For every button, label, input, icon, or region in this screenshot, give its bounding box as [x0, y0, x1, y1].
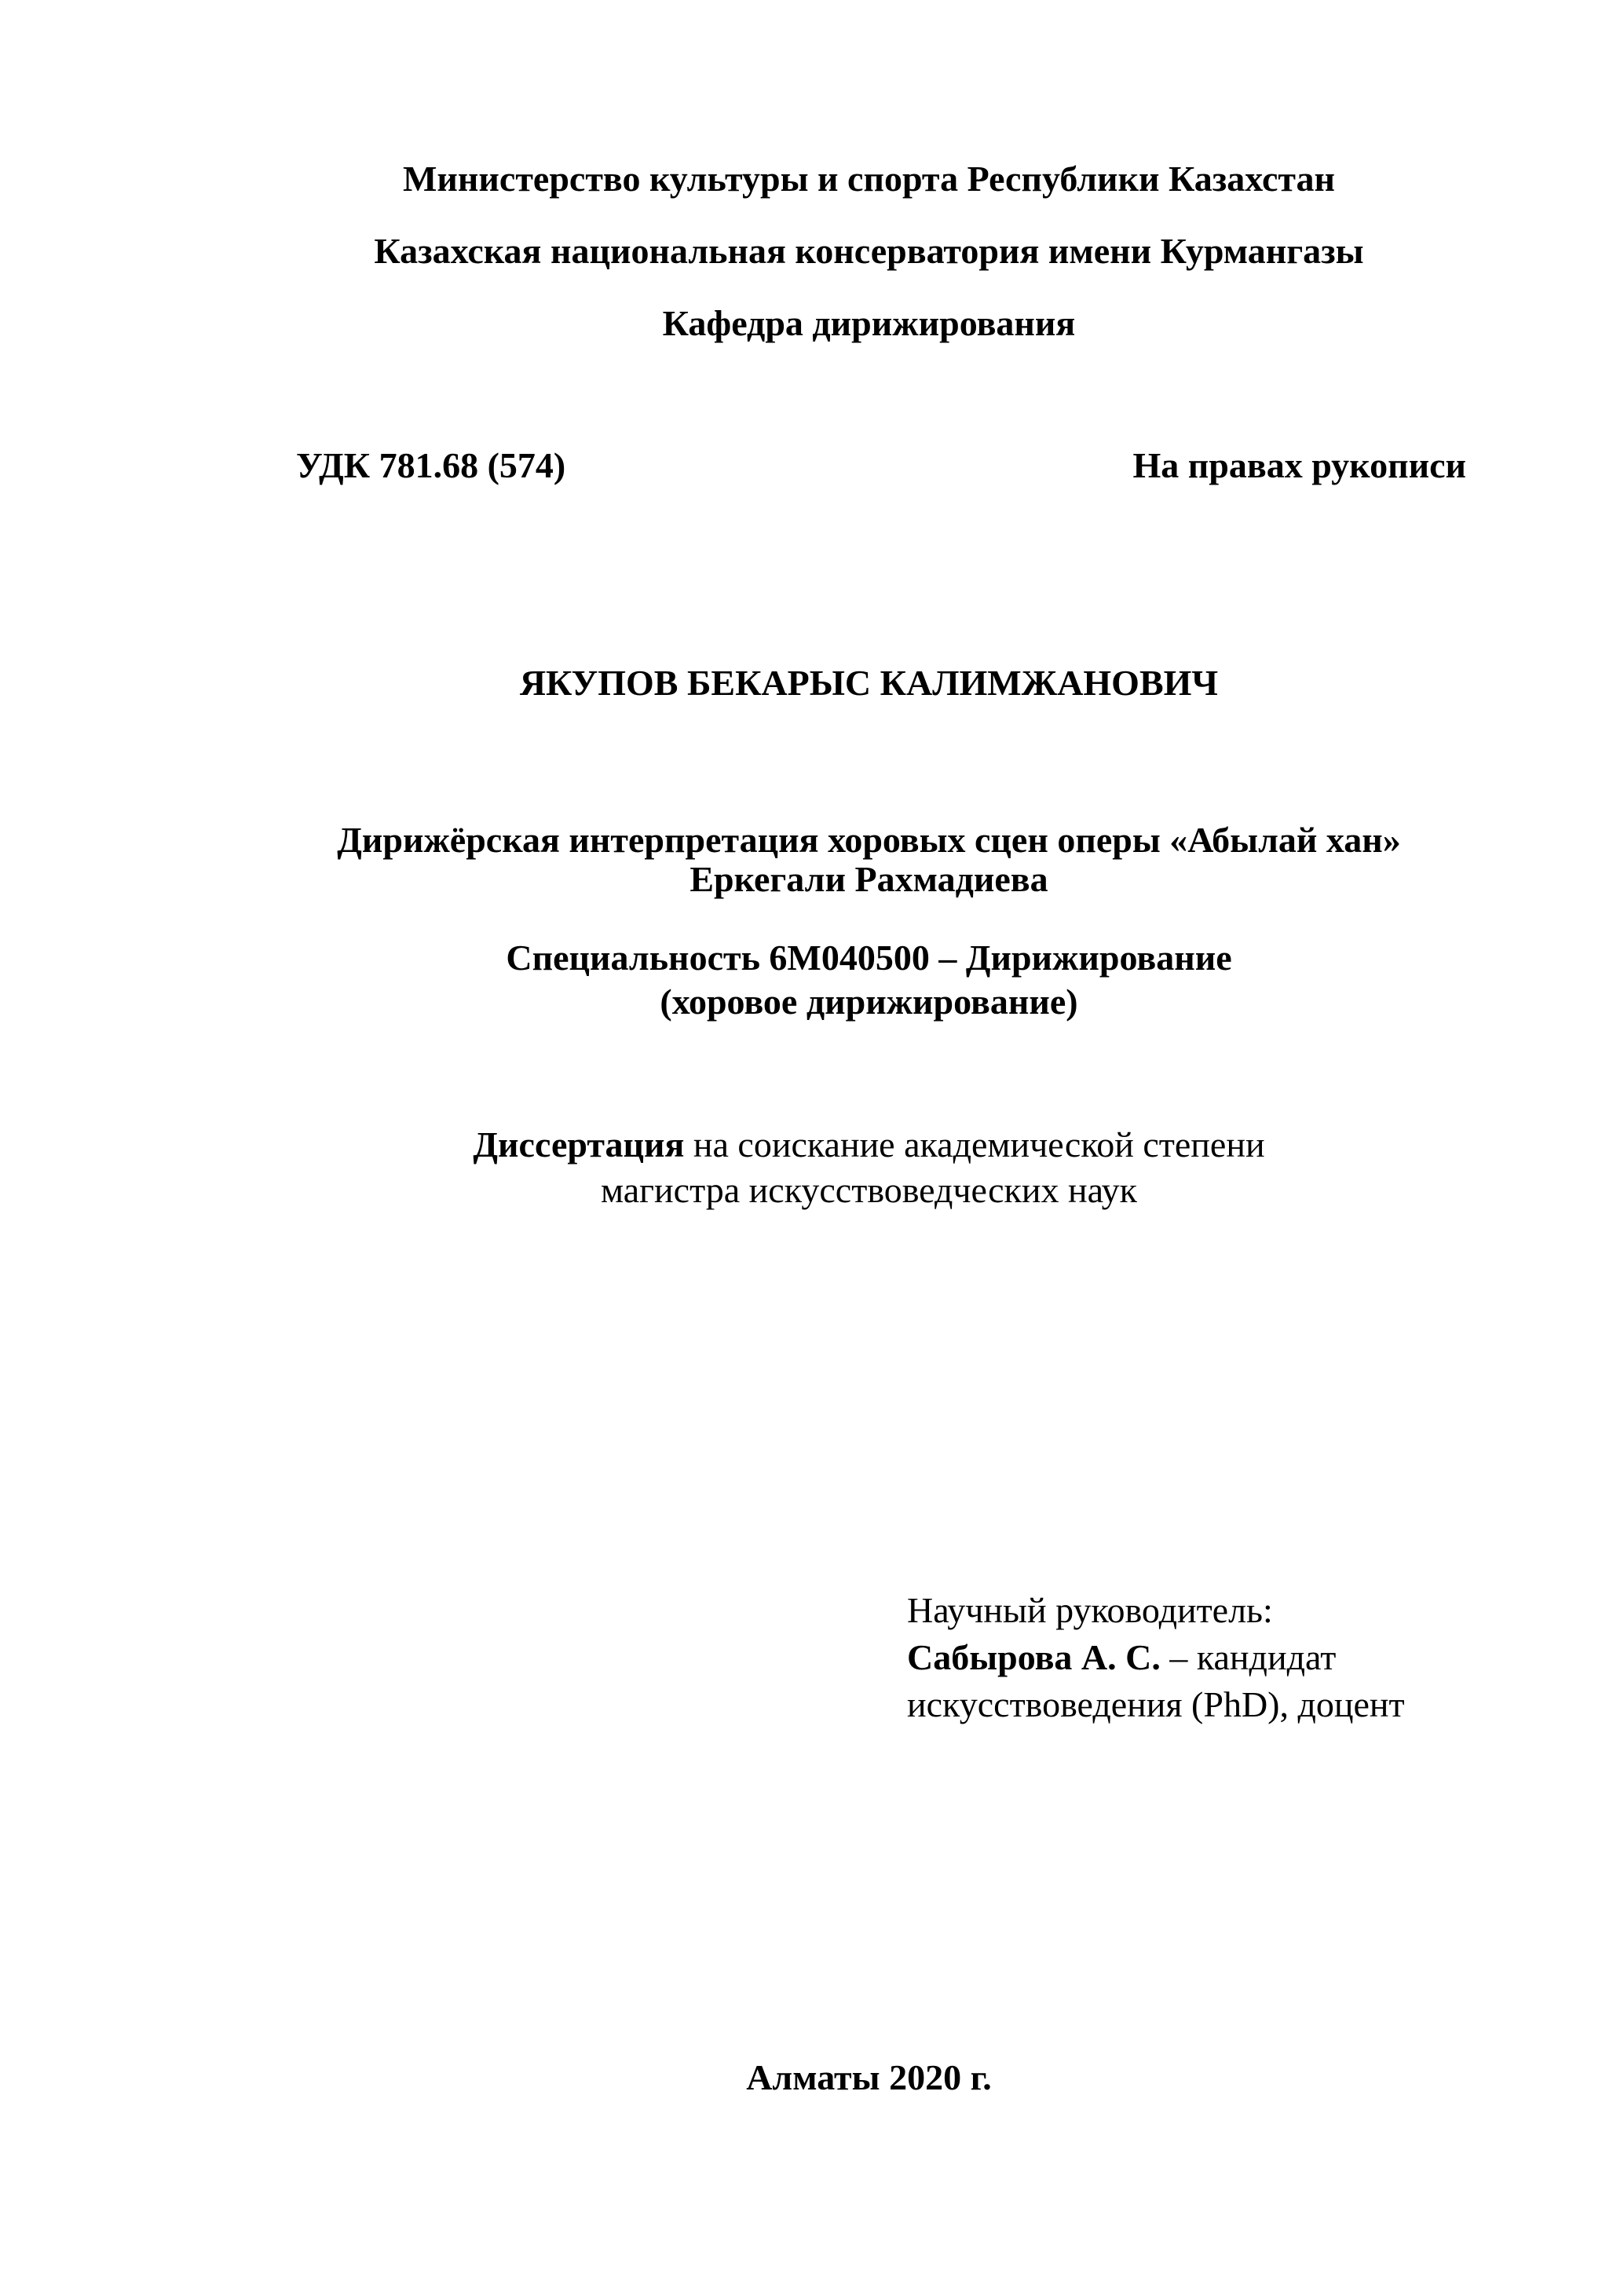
- supervisor-name: Сабырова А. С.: [907, 1637, 1161, 1677]
- supervisor-label: Научный руководитель:: [907, 1590, 1273, 1630]
- degree-statement-lead: Диссертация: [473, 1124, 685, 1164]
- supervisor-name-line: [907, 1634, 1502, 1681]
- title-line-2: Еркегали Рахмадиева: [689, 859, 1048, 899]
- degree-statement: [236, 1122, 1502, 1213]
- city-year: Алматы 2020 г.: [746, 2057, 992, 2097]
- author-name: ЯКУПОВ БЕКАРЫС КАЛИМЖАНОВИЧ: [519, 663, 1219, 703]
- degree-statement-line-1: [236, 1122, 1502, 1168]
- manuscript-rights-note: На правах рукописи: [1132, 445, 1466, 485]
- specialty-line-1: Специальность 6М040500 – Дирижирование: [506, 938, 1232, 978]
- dissertation-title: [236, 821, 1502, 899]
- supervisor-degree-line: искусствоведения (PhD), доцент: [907, 1684, 1405, 1724]
- specialty-line-2: (хоровое дирижирование): [660, 982, 1078, 1022]
- specialty: [236, 936, 1502, 1024]
- degree-statement-line-2: магистра искусствоведческих наук: [600, 1170, 1138, 1210]
- department-line: Кафедра дирижирования: [662, 303, 1076, 343]
- degree-statement-rest: на соискание академической степени: [684, 1124, 1265, 1164]
- supervisor-degree: – кандидат: [1160, 1637, 1337, 1677]
- udk-code: УДК 781.68 (574): [296, 445, 566, 485]
- ministry-line: Министерство культуры и спорта Республики Казахстан: [402, 159, 1336, 199]
- classification-row: [296, 445, 1466, 485]
- title-line-1: Дирижёрская интерпретация хоровых сцен оперы «Абылай хан»: [337, 820, 1401, 860]
- supervisor-block: [907, 1587, 1502, 1728]
- institution-header: [236, 143, 1502, 360]
- university-line: Казахская национальная консерватория имени Курмангазы: [374, 231, 1364, 271]
